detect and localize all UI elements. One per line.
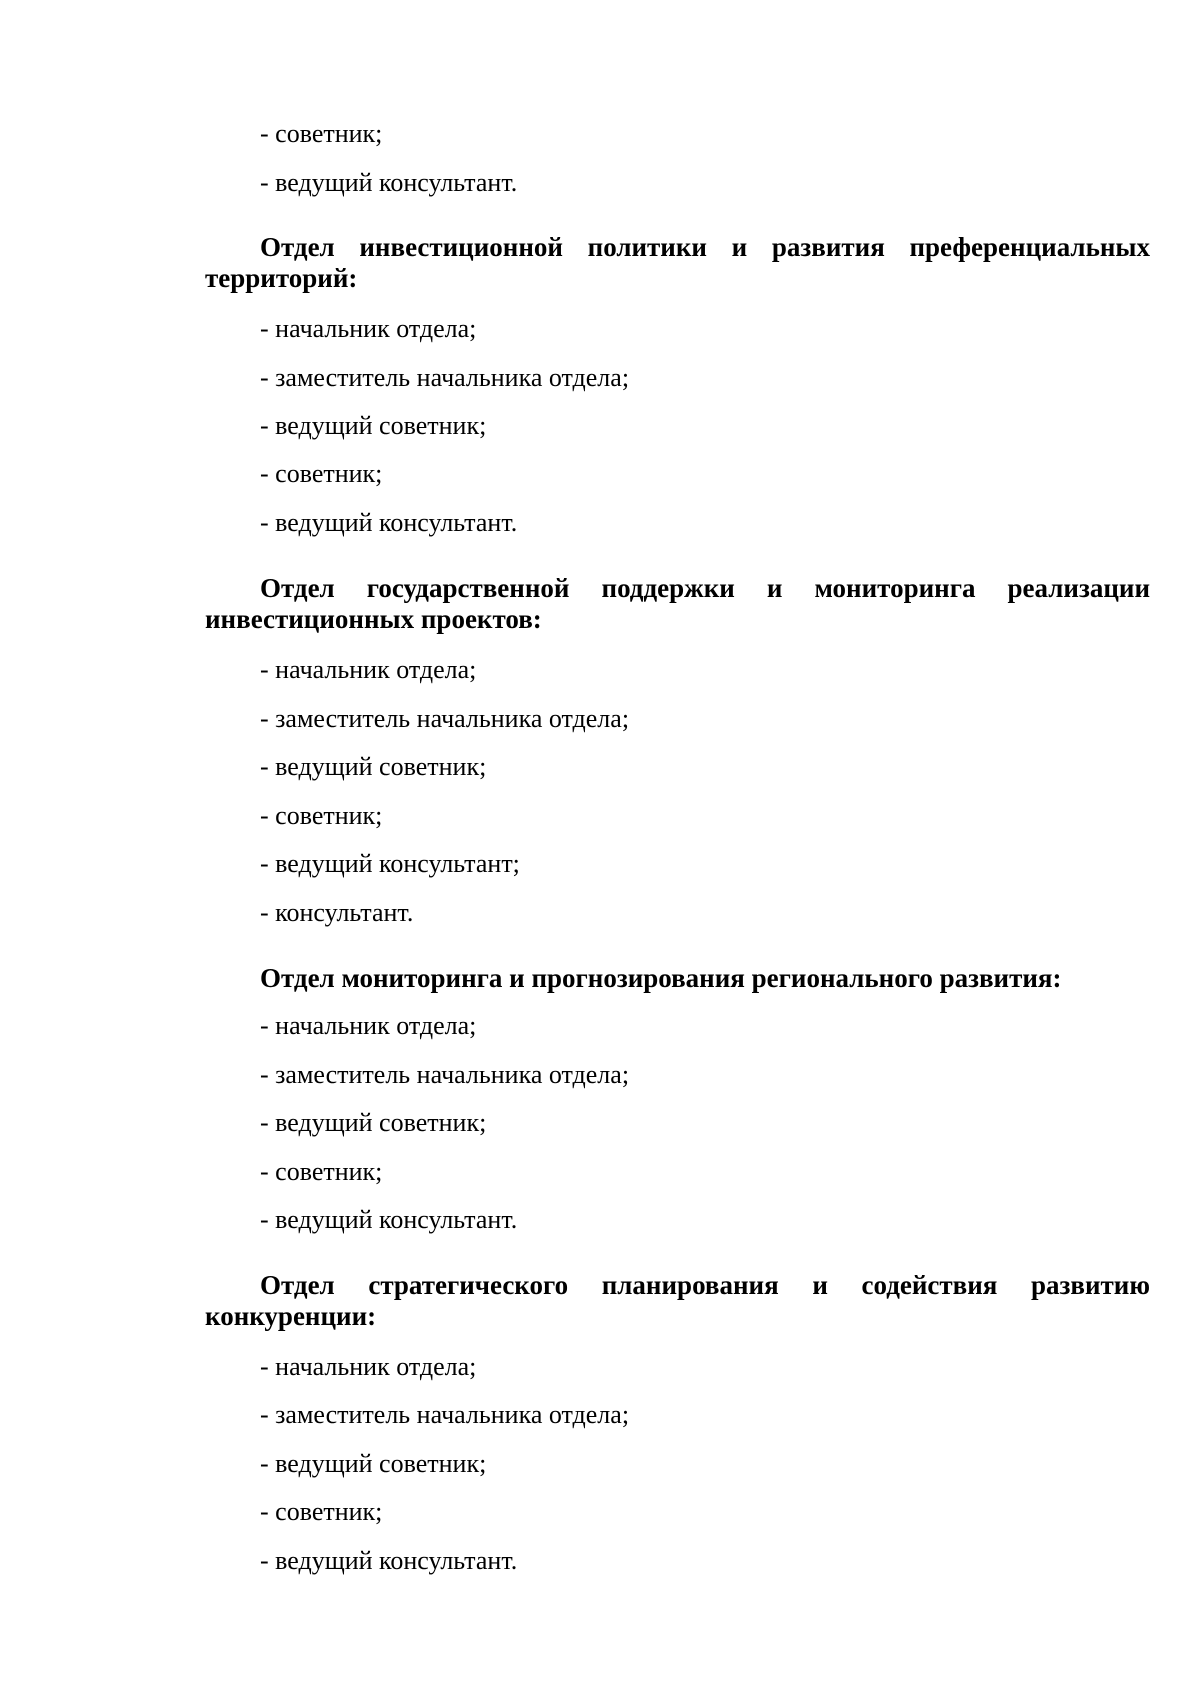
list-item: - консультант.: [260, 898, 414, 927]
section-heading-line: инвестиционных проектов:: [205, 604, 542, 634]
list-item: - советник;: [260, 801, 383, 830]
list-item: - заместитель начальника отдела;: [260, 1400, 630, 1429]
section-heading-line: Отдел инвестиционной политики и развития преференциальных: [260, 232, 1150, 262]
list-item: - советник;: [260, 119, 383, 148]
section-heading-line: Отдел стратегического планирования и содействия развитию: [260, 1270, 1150, 1300]
list-item: - заместитель начальника отдела;: [260, 1060, 630, 1089]
list-item: - ведущий советник;: [260, 411, 487, 440]
section-heading-line: Отдел государственной поддержки и мониторинга реализации: [260, 573, 1150, 603]
section-heading-line: конкуренции:: [205, 1301, 377, 1331]
list-item: - ведущий консультант.: [260, 1546, 518, 1575]
list-item: - заместитель начальника отдела;: [260, 363, 630, 392]
list-item: - советник;: [260, 459, 383, 488]
section-heading: [205, 573, 1150, 635]
list-item: - начальник отдела;: [260, 1011, 477, 1040]
list-item: - ведущий консультант.: [260, 1205, 518, 1234]
list-item: - начальник отдела;: [260, 314, 477, 343]
list-item: - начальник отдела;: [260, 655, 477, 684]
list-item: - ведущий советник;: [260, 1449, 487, 1478]
list-item: - ведущий советник;: [260, 752, 487, 781]
section-heading: [205, 963, 1150, 994]
section-heading-line: Отдел мониторинга и прогнозирования регионального развития:: [260, 963, 1062, 993]
list-item: - ведущий консультант.: [260, 168, 518, 197]
list-item: - заместитель начальника отдела;: [260, 704, 630, 733]
list-item: - советник;: [260, 1497, 383, 1526]
section-heading: [205, 1270, 1150, 1332]
list-item: - ведущий советник;: [260, 1108, 487, 1137]
list-item: - начальник отдела;: [260, 1352, 477, 1381]
list-item: - ведущий консультант.: [260, 508, 518, 537]
list-item: - ведущий консультант;: [260, 849, 520, 878]
list-item: - советник;: [260, 1157, 383, 1186]
section-heading-line: территорий:: [205, 263, 358, 293]
section-heading: [205, 232, 1150, 294]
